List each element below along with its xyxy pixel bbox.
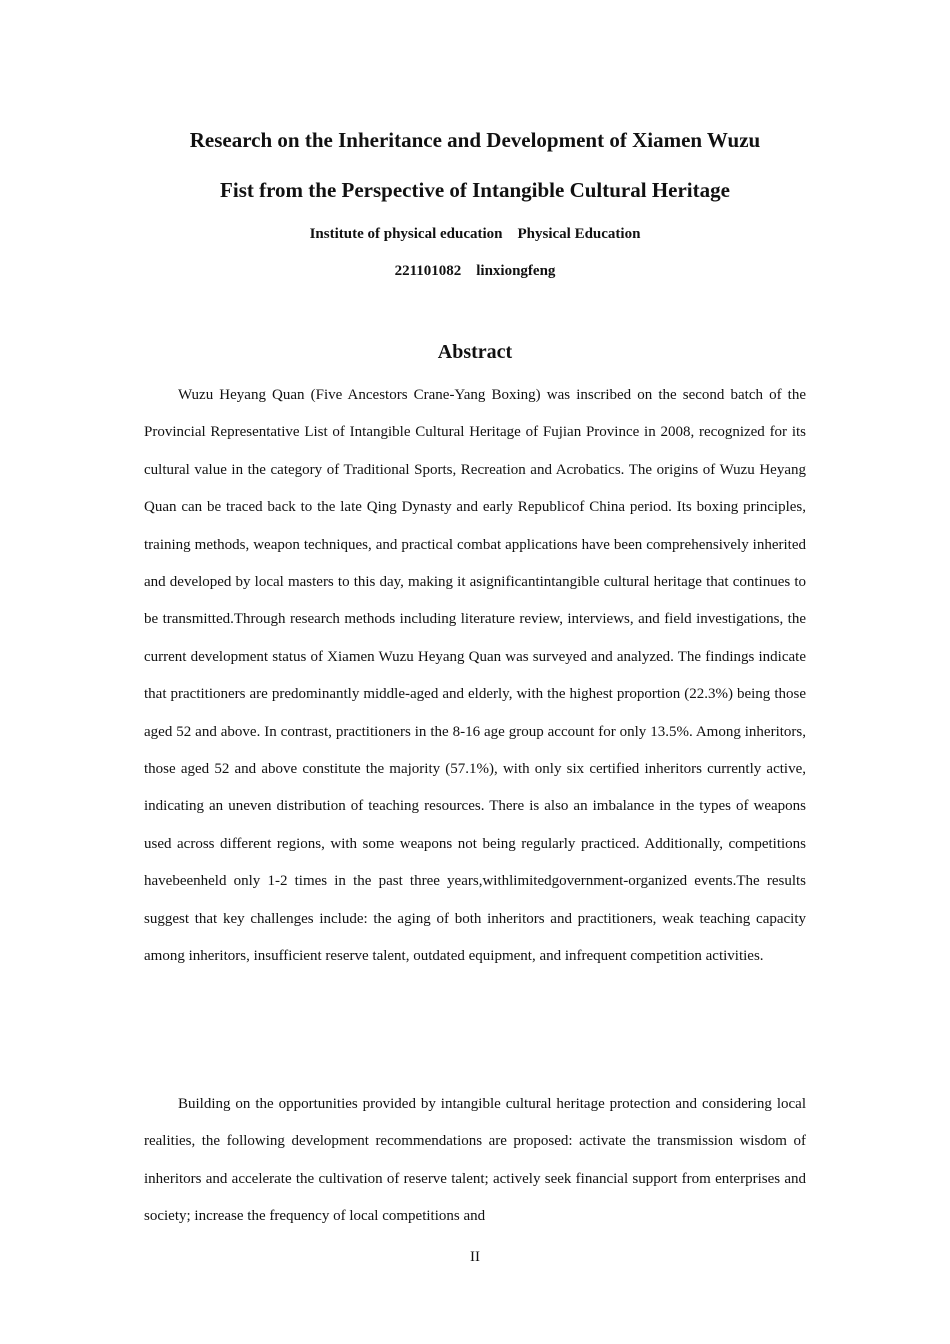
author-affiliation: Institute of physical education Physical Education [309, 226, 641, 242]
page-number: II [470, 1249, 480, 1265]
author-id-name: 221101082 linxiongfeng [394, 263, 556, 279]
abstract-paragraph-2: Building on the opportunities provided by intangible cultural heritage protection and considering local realities, the following development recommendations are proposed: activate the transmission wisdom of inheritors and accelerate the cultivation of reserve talent; actively seek financial support from enterprises and society; increase the frequency of local competitions and [144, 1096, 806, 1225]
paper-title-line-1: Research on the Inheritance and Development of Xiamen Wuzu [189, 128, 761, 152]
abstract-paragraph-1: Wuzu Heyang Quan (Five Ancestors Crane-Yang Boxing) was inscribed on the second batch of the Provincial Representative List of Intangible Cultural Heritage of Fujian Province in 2008, recognized for its cultural value in the category of Traditional Sports, Recreation and Acrobatics. The origins of Wuzu Heyang Quan can be traced back to the late Qing Dynasty and early Republicof China period. Its boxing principles, training methods, weapon techniques, and practical combat applications have been comprehensively inherited and developed by local masters to this day, making it asignificantintangible cultural heritage that continues to be transmitted.Through research methods including literature review, interviews, and field investigations, the current development status of Xiamen Wuzu Heyang Quan was surveyed and analyzed. The findings indicate that practitioners are predominantly middle-aged and elderly, with the highest proportion (22.3%) being those aged 52 and above. In contrast, practitioners in the 8-16 age group account for only 13.5%. Among inheritors, those aged 52 and above constitute the majority (57.1%), with only six certified inheritors currently active, indicating an uneven distribution of teaching resources. There is also an imbalance in the types of weapons used across different regions, with some weapons not being regularly practiced. Additionally, competitions havebeenheld only 1-2 times in the past three years,withlimitedgovernment-organized events.The results suggest that key challenges include: the aging of both inheritors and practitioners, weak teaching capacity among inheritors, insufficient reserve talent, outdated equipment, and infrequent competition activities. [144, 387, 806, 965]
abstract-heading: Abstract [437, 341, 513, 363]
paper-title-line-2: Fist from the Perspective of Intangible Cultural Heritage [220, 178, 730, 202]
